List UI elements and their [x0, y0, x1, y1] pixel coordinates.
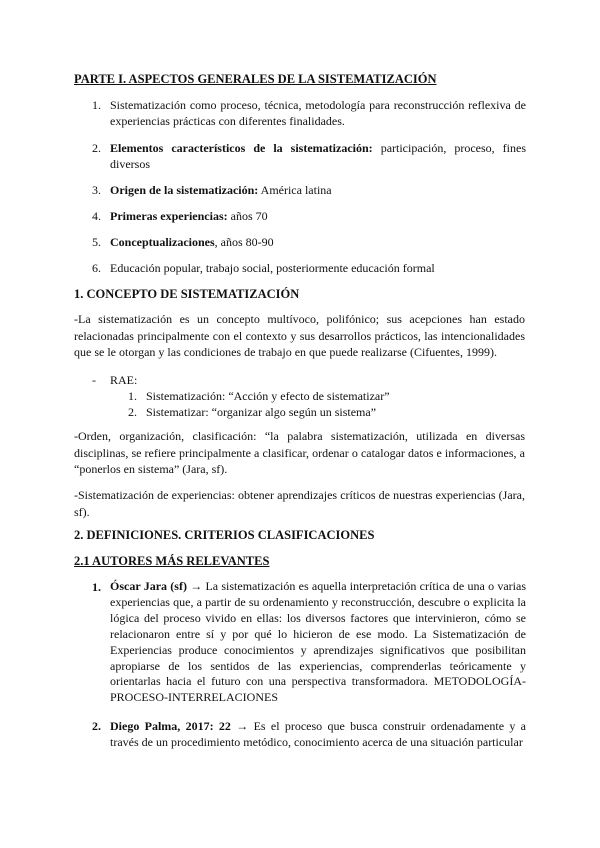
list-item: [110, 579, 526, 706]
list-item-number: 5.: [92, 235, 101, 249]
list-item: [110, 140, 526, 172]
paragraph: -La sistematización es un concepto multívoco, polifónico; sus acepciones han estado relacionadas principalmente con el contexto y sus desarrollos prácticos, las intencionalidades que se le otorgan y las condiciones de trabajo en que puede realizarse (Cifuentes, 1999).: [74, 312, 525, 359]
list-item-number: 2.: [92, 141, 101, 155]
list-item-text: → Es el proceso que busca construir ordenadamente y a través de un procedimiento metódico, conocimiento acerca de una situación particular: [110, 719, 527, 749]
paragraph: -Sistematización de experiencias: obtener aprendizajes críticos de nuestras experiencias (Jara, sf).: [74, 488, 525, 519]
list-item-number: 1.: [128, 389, 137, 403]
list-item-text: años 70: [227, 209, 268, 223]
list-item: [110, 208, 526, 224]
list-item: [110, 97, 526, 129]
bullet-dash: -: [92, 373, 96, 387]
section2-heading: 2. DEFINICIONES. CRITERIOS CLASIFICACIONES: [74, 528, 375, 542]
author-name: Óscar Jara (sf) →: [110, 579, 203, 593]
section1-heading: 1. CONCEPTO DE SISTEMATIZACIÓN: [74, 287, 300, 301]
list-item-text: América latina: [258, 183, 332, 197]
list-item: [110, 260, 526, 276]
list-item-number: 4.: [92, 209, 101, 223]
author-name: Diego Palma, 2017: 22: [110, 719, 231, 733]
list-item: [110, 718, 526, 750]
section2-subheading: 2.1 AUTORES MÁS RELEVANTES: [74, 554, 270, 568]
list-item-number: 6.: [92, 261, 101, 275]
list-item-number: 3.: [92, 183, 101, 197]
list-item-text: , años 80-90: [214, 235, 274, 249]
list-item-bold: Conceptualizaciones: [110, 235, 215, 249]
list-item: [110, 234, 526, 250]
rae-label: RAE:: [110, 373, 138, 387]
list-item-bold: Origen de la sistematización:: [110, 183, 259, 197]
list-item-text: participación, proceso, fines diversos: [110, 141, 526, 171]
list-item-number: 2.: [128, 405, 137, 419]
list-item-number: 2.: [92, 719, 101, 733]
list-item-text: Educación popular, trabajo social, posteriormente educación formal: [110, 261, 435, 275]
part1-heading: PARTE I. ASPECTOS GENERALES DE LA SISTEMATIZACIÓN: [74, 72, 437, 86]
list-item-number: 1.: [92, 580, 101, 594]
list-item-text: Sistematización: “Acción y efecto de sistematizar”: [146, 389, 390, 403]
paragraph: -Orden, organización, clasificación: “la palabra sistematización, utilizada en diversas disciplinas, se refiere principalmente a clasificar, ordenar o catalogar datos e informaciones, a “ponerlos en sistema” (Jara, sf).: [74, 429, 525, 476]
list-item-text: La sistematización es aquella interpretación crítica de una o varias experiencias que, a partir de su ordenamiento y reconstrucción, descubre o explicita la lógica del proceso vivido en ellas: los diversos factores que intervinieron, cómo se relacionaron entre sí y por qué lo hicieron de ese modo. La Sistematización de Experiencias produce conocimientos y aprendizajes significativos que posibilitan apropiarse de los sentidos de las experiencias, comprenderlas teóricamente y orientarlas hacia el futuro con una perspectiva transformadora. METODOLOGÍA-PROCESO-INTERRELACIONES: [110, 579, 526, 705]
list-item-text: Sistematización como proceso, técnica, metodología para reconstrucción reflexiva de experiencias prácticas con diferentes finalidades.: [110, 98, 526, 128]
list-item-bold: Elementos característicos de la sistematización:: [110, 141, 373, 155]
list-item-bold: Primeras experiencias:: [110, 209, 228, 223]
list-item: [110, 182, 526, 198]
list-item-number: 1.: [92, 98, 101, 112]
list-item-text: Sistematizar: “organizar algo según un sistema”: [146, 405, 377, 419]
